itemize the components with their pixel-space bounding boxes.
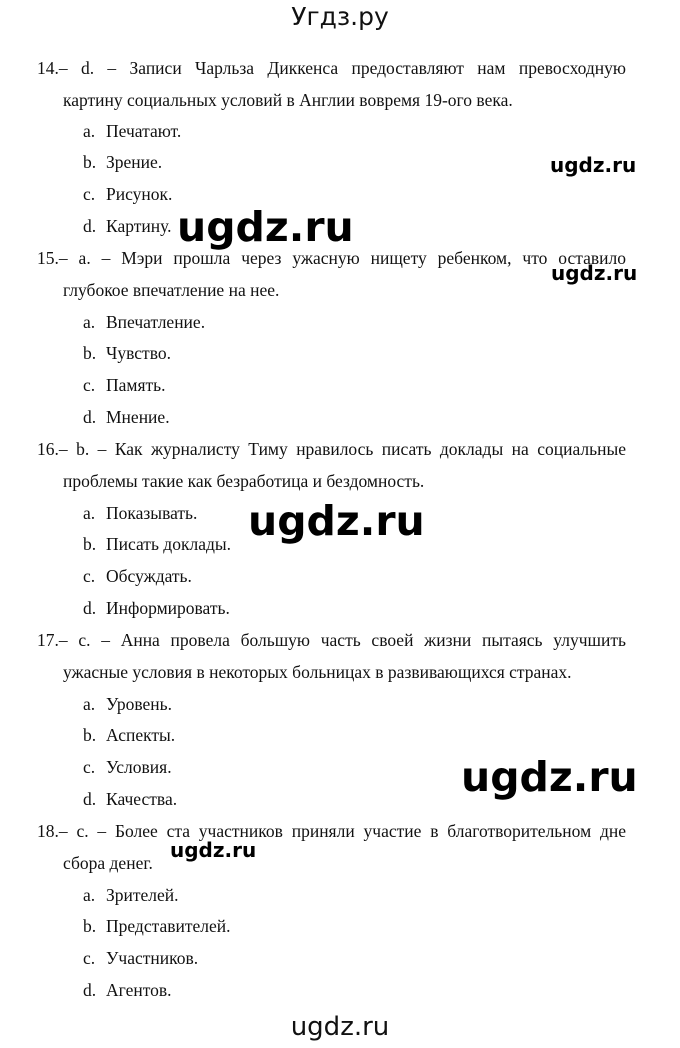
option-letter: b. [83,916,97,936]
option-text: Агентов. [106,980,172,1000]
watermark: ugdz.ru [461,753,638,801]
page-header-title: Угдз.ру [291,2,389,31]
question-line: ужасные условия в некоторых больницах в развивающихся странах. [63,662,572,682]
option-letter: d. [83,407,97,427]
option-letter: d. [83,980,97,1000]
option-c [83,183,172,205]
option-b [83,342,171,364]
option-text: Печатают. [106,121,182,141]
option-c [83,756,172,778]
option-b [83,151,162,173]
option-b [83,915,231,937]
option-text: Участников. [106,948,199,968]
option-a [83,120,181,142]
option-d [83,788,177,810]
question-line: 18.– c. – Более ста участников приняли участие в благотворительном дне [37,821,626,841]
option-letter: d. [83,216,97,236]
option-text: Условия. [106,757,172,777]
option-text: Память. [106,375,166,395]
option-letter: b. [83,534,97,554]
option-text: Мнение. [106,407,170,427]
option-d [83,406,170,428]
option-letter: b. [83,343,97,363]
watermark: ugdz.ru [551,261,638,285]
question-line: глубокое впечатление на нее. [63,280,280,300]
option-letter: c. [83,566,96,586]
option-c [83,947,198,969]
option-text: Зрителей. [106,885,179,905]
option-letter: b. [83,725,97,745]
option-text: Качества. [106,789,178,809]
option-text: Зрение. [106,152,163,172]
option-letter: b. [83,152,97,172]
option-text: Впечатление. [106,312,206,332]
option-b [83,533,231,555]
option-a [83,311,205,333]
watermark: ugdz.ru [550,153,637,177]
option-text: Рисунок. [106,184,173,204]
option-text: Аспекты. [106,725,176,745]
watermark: ugdz.ru [177,203,354,251]
option-letter: c. [83,757,96,777]
option-text: Чувство. [106,343,171,363]
option-text: Уровень. [106,694,173,714]
question-line: 15.– a. – Мэри прошла через ужасную нищету ребенком, что оставило [37,248,626,268]
footer-watermark: ugdz.ru [290,1012,390,1042]
option-letter: d. [83,789,97,809]
option-text: Информировать. [106,598,230,618]
option-d [83,979,172,1001]
option-text: Картину. [106,216,172,236]
option-letter: a. [83,885,96,905]
question-line: проблемы такие как безработица и бездомность. [63,471,425,491]
option-text: Показывать. [106,503,198,523]
option-a [83,502,197,524]
option-d [83,215,171,237]
watermark: ugdz.ru [248,497,425,545]
option-letter: c. [83,184,96,204]
option-letter: a. [83,312,96,332]
option-a [83,693,172,715]
option-text: Писать доклады. [106,534,231,554]
option-letter: a. [83,121,96,141]
option-text: Обсуждать. [106,566,192,586]
option-letter: a. [83,694,96,714]
option-b [83,724,175,746]
option-d [83,597,230,619]
option-c [83,374,166,396]
question-line: 17.– c. – Анна провела большую часть своей жизни пытаясь улучшить [37,630,626,650]
option-letter: c. [83,375,96,395]
option-letter: c. [83,948,96,968]
watermark: ugdz.ru [170,838,257,862]
option-a [83,884,179,906]
question-line: сбора денег. [63,853,153,873]
question-line: картину социальных условий в Англии вовремя 19-ого века. [63,90,513,110]
question-line: 16.– b. – Как журналисту Тиму нравилось писать доклады на социальные [37,439,626,459]
option-c [83,565,192,587]
option-text: Представителей. [106,916,231,936]
option-letter: a. [83,503,96,523]
question-line: 14.– d. – Записи Чарльза Диккенса предоставляют нам превосходную [37,58,626,78]
option-letter: d. [83,598,97,618]
